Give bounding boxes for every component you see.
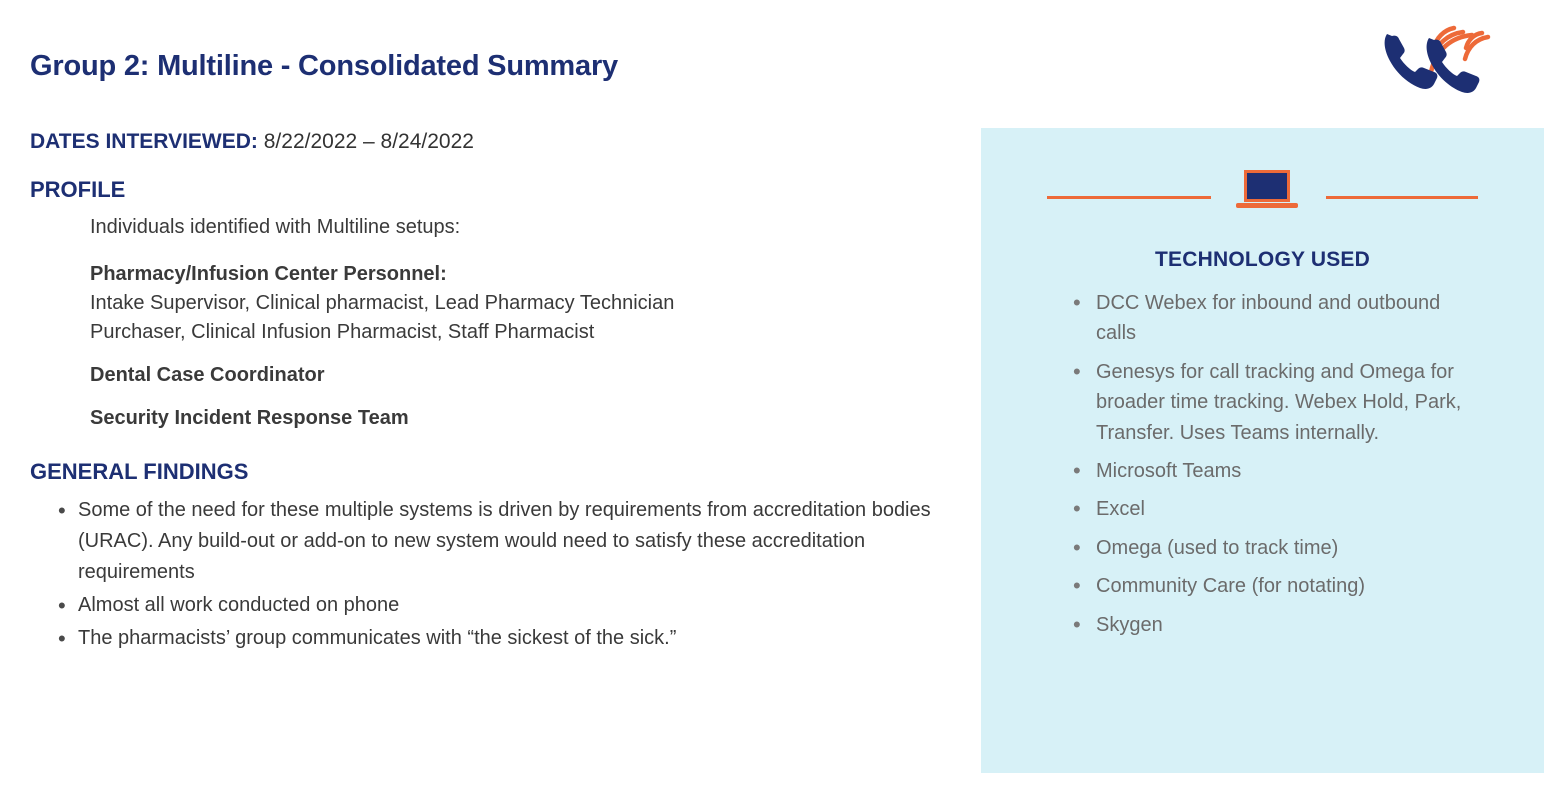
divider-right: [1326, 196, 1478, 199]
list-item: • Microsoft Teams: [1051, 456, 1471, 486]
left-content-column: [30, 128, 970, 656]
profile-group-detail-line-1: Intake Supervisor, Clinical pharmacist, Lead Pharmacy Technician: [90, 292, 675, 315]
profile-heading: PROFILE: [30, 177, 126, 203]
divider-left: [1047, 196, 1211, 199]
technology-used-list: [1051, 288, 1471, 648]
phone-calls-icon: [1374, 18, 1492, 96]
general-findings-heading: GENERAL FINDINGS: [30, 459, 249, 485]
list-item: • Excel: [1051, 494, 1471, 524]
dates-interviewed: [30, 128, 970, 155]
list-item: • Genesys for call tracking and Omega for broader time tracking. Webex Hold, Park, Transfer. Uses Teams internally.: [1051, 357, 1471, 448]
profile-group-label: Pharmacy/Infusion Center Personnel:: [90, 263, 447, 286]
list-item: • Omega (used to track time): [1051, 533, 1471, 563]
laptop-icon: [1236, 170, 1298, 220]
list-item: • The pharmacists’ group communicates with “the sickest of the sick.”: [30, 623, 970, 654]
page-title: Group 2: Multiline - Consolidated Summary: [30, 50, 618, 82]
profile-intro: Individuals identified with Multiline setups:: [90, 216, 461, 239]
profile-role-security-incident-response-team: Security Incident Response Team: [90, 407, 409, 430]
technology-used-title: TECHNOLOGY USED: [1155, 248, 1370, 271]
dates-interviewed-label: DATES INTERVIEWED:: [30, 130, 258, 153]
list-item: • Almost all work conducted on phone: [30, 590, 970, 621]
profile-group-detail-line-2: Purchaser, Clinical Infusion Pharmacist, Staff Pharmacist: [90, 321, 595, 344]
list-item: • Community Care (for notating): [1051, 571, 1471, 601]
profile-intro-block: [30, 213, 970, 433]
dates-interviewed-value: 8/22/2022 – 8/24/2022: [263, 130, 474, 153]
list-item: • Skygen: [1051, 610, 1471, 640]
general-findings-list: [30, 495, 970, 654]
technology-used-panel: [981, 128, 1544, 773]
laptop-screen: [1244, 170, 1290, 202]
list-item: • DCC Webex for inbound and outbound calls: [1051, 288, 1471, 349]
list-item: • Some of the need for these multiple systems is driven by requirements from accreditation bodies (URAC). Any build-out or add-on to new system would need to satisfy these accreditation requirements: [30, 495, 970, 588]
profile-role-dental-case-coordinator: Dental Case Coordinator: [90, 364, 325, 387]
laptop-base: [1236, 203, 1298, 208]
